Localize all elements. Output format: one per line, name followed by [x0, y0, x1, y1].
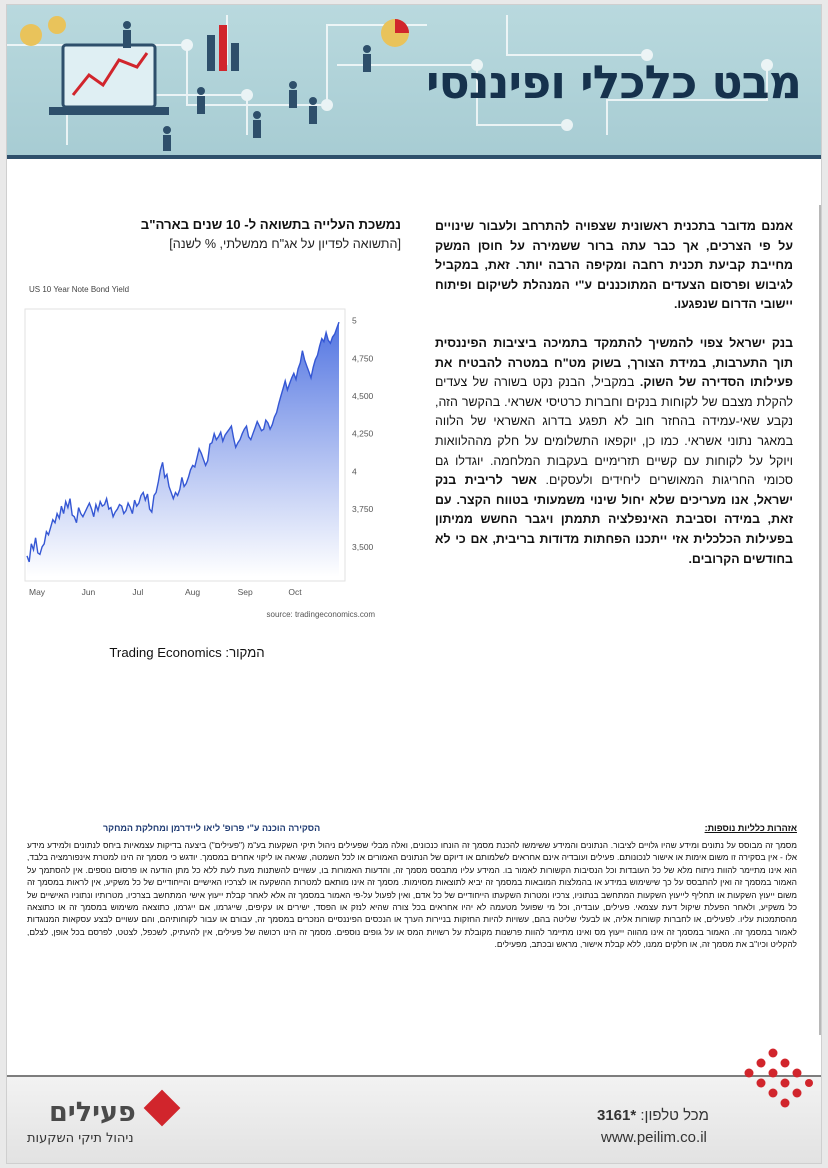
- y-tick-label: 3,750: [352, 504, 374, 515]
- y-tick-label: 4,500: [352, 390, 374, 401]
- phone-number: *3161: [597, 1107, 637, 1124]
- header-banner: [7, 5, 822, 157]
- y-tick-label: 3,500: [352, 541, 374, 552]
- bond-yield-chart: [19, 273, 377, 625]
- y-tick-label: 5: [352, 315, 357, 326]
- x-tick-label: Jul: [132, 587, 144, 597]
- disclaimer-body: מסמך זה מבוסס על נתונים ומידע שהיו גלויים לציבור. הנתונים והמידע ששימשו להכנת מסמך זה הונחו כנכונים, ואלה מבלי שפעילים ניהול תיקי השקעות בע"מ ("פעילים") ביצעה בדיקות עצמאיות ביחס לנתונים ולמידע מידע אלו - אין בסקירה זו משום אימות או אישור לנכונותם. פעילים ועובדיה אינם אחראים לשלמותם או דיוקם של הנתונים האמורים או לכל השמטה, שגיאה או ליקוי אחרים במסמך. יודגש כי מסמך זה הינו למטרת אינפורמציה בלבד, הוא אינו מתיימר להוות ניתוח מלא של כל העובדות וכל הנסיבות הקשורות לאמור בו. המידע עליו מתבסס מסמך זה, והדעות האמורות בו, עשויים להשתנות מעת לעת ללא כל מתן הודעה או פרסום נוספים. אין להסתמך על האמור במסמך זה ואין להתבסס על כך שישימוש במידע או בהמלצות המובאות במסמך זה יביא לתוצאות מסוימות. מסמך זה אינו מותאם למטרות ההשקעה או לצרכיו האישיים והייחודיים של כל משקיע, אין לראות במסמך זה משום ייעוץ השקעות או תחליף לייעוץ השקעות המתחשב בנתוניו, צרכיו ומטרות השקעתו הייחודיים של כל אדם, ואין לפעול על-פי האמור במסמך זה אלא לאחר קבלת ייעוץ אישי המתחשב בצרכיו, מטרותיו ונתוניו האישיים של כל משקיע, ולאחר הפעלת שיקול דעת עצמאי. פעילים, עובדיה, וכל מי שפועל מטעמה לא יהיו אחראים בכל צורה שהיא לנזק או הפסד, ישירים או עקיפים, שייגרמו, אם ייגרמו, כתוצאה משימוש במסמך זה או כתוצאה מהסתמכות עליו. לפעילים, או לחברות קשורות אליה, או לבעלי שליטה בהם, עשויות להיות החזקות בניירות הערך או הנכסים הפיננסיים הנזכרים במסמך זה, עבורם או עבור לקוחותיהם, והם עשויים לבצע עסקאות המנוגדות לאמור במסמך זה. האמור במסמך זה אינו מהווה ייעוץ מס ואינו מתיימר להוות פרשנות מקובלת על רשויות המס או על גופים נוספים. מסמך זה הינו רכושה של פעילים, אין להעתיק, לשכפל, לצטט, לפרסם בכל אופן, לצלם, להקליט וכיו"ב את מסמך זה, או חלקים ממנו, ללא קבלת אישור, מראש ובכתב, מפעילים.: [27, 840, 797, 950]
- y-tick-label: 4,250: [352, 428, 374, 439]
- paragraph-2-body: במקביל, הבנק נקט בשורה של צעדים להקלת מצבם של לקוחות בנקים וחברות כרטיסי אשראי. בהקשר הזה, נקבע שאי-עמידה בהחזר חוב לא תפגע בדרוג האשראי של הלווה במאגר נתוני אשראי. כמו כן, יוקפאו התשלומים על חלק מההלוואות ויוקל על לקוחות עם קשיים תזרימיים בעקבות המלחמה. יוגדלו גם סכומי החריגות המאושרים ליחידים ולעסקים.: [435, 375, 793, 488]
- paragraph-1: אמנם מדובר בתכנית ראשונית שצפויה להתרחב ולעבור שינויים על פי הצרכים, אך כבר עתה ברור ששמירה על חוסן המשק מחייבת קביעת תכנית רחבה ומקיפה הרבה יותר. זאת, במקביל לגיבוש ופרסום הצעדים המתוכננים ע"י המנהלת לשיקום ופיתוח יישובי הדרום שנפגעו.: [435, 219, 793, 312]
- article-text: [435, 217, 793, 588]
- brand-dots-icon: [725, 1045, 815, 1125]
- x-tick-label: Jun: [81, 587, 96, 597]
- chart-subheading: [התשואה לפדיון על אג"ח ממשלתי, % לשנה]: [169, 237, 401, 251]
- prepared-by-note: הסקירה הוכנה ע"י פרופ' ליאו ליידרמן ומחלקת המחקר: [103, 823, 321, 833]
- paragraph-2-conclusion: אשר לריבית בנק ישראל, אנו מעריכים שלא יחול שינוי משמעותי בטווח הקצר. עם זאת, במידה וסביבת האינפלציה תתמתן ויגבר החשש ממיתון בפעילות הכלכלית אזי ייתכנו הפחתות מדודות בריבית, אם כי לא בחודשים הקרובים.: [435, 473, 793, 566]
- x-tick-label: Oct: [288, 587, 302, 597]
- header-divider: [7, 155, 822, 159]
- disclaimer-heading: אזהרות כלליות נוספות:: [704, 823, 797, 833]
- phone-label: מכל טלפון:: [640, 1107, 709, 1124]
- paragraph-2-lead: בנק ישראל צפוי להמשיך להתמקד בתמיכה ביציבות הפיננסית תוך התערבות, במידת הצורך, בשוק מט"ח במטרה להבטיח את פעילותו הסדירה של השוק.: [435, 335, 793, 390]
- page-title: מבט כלכלי ופיננסי: [425, 55, 801, 109]
- chart-heading: נמשכת העלייה בתשואה ל- 10 שנים בארה"ב: [140, 217, 401, 232]
- chart-source-caption: המקור: Trading Economics: [109, 645, 265, 660]
- chart-source-label: source: tradingeconomics.com: [266, 610, 375, 619]
- company-logo-name: פעילים: [49, 1097, 136, 1128]
- scrollbar[interactable]: [819, 205, 822, 1035]
- y-tick-label: 4,750: [352, 353, 374, 364]
- paragraph-2: [435, 334, 793, 569]
- website-link[interactable]: www.peilim.co.il: [601, 1129, 707, 1146]
- chart-title: US 10 Year Note Bond Yield: [29, 285, 130, 294]
- x-tick-label: Sep: [237, 587, 253, 597]
- chart-svg: [19, 273, 377, 625]
- company-tagline: ניהול תיקי השקעות: [27, 1131, 134, 1146]
- x-tick-label: May: [29, 587, 46, 597]
- disclaimer-header: [27, 823, 797, 839]
- document-page: [6, 4, 822, 1164]
- y-tick-label: 4: [352, 466, 357, 477]
- x-tick-label: Aug: [185, 587, 201, 597]
- phone-contact: [597, 1107, 709, 1124]
